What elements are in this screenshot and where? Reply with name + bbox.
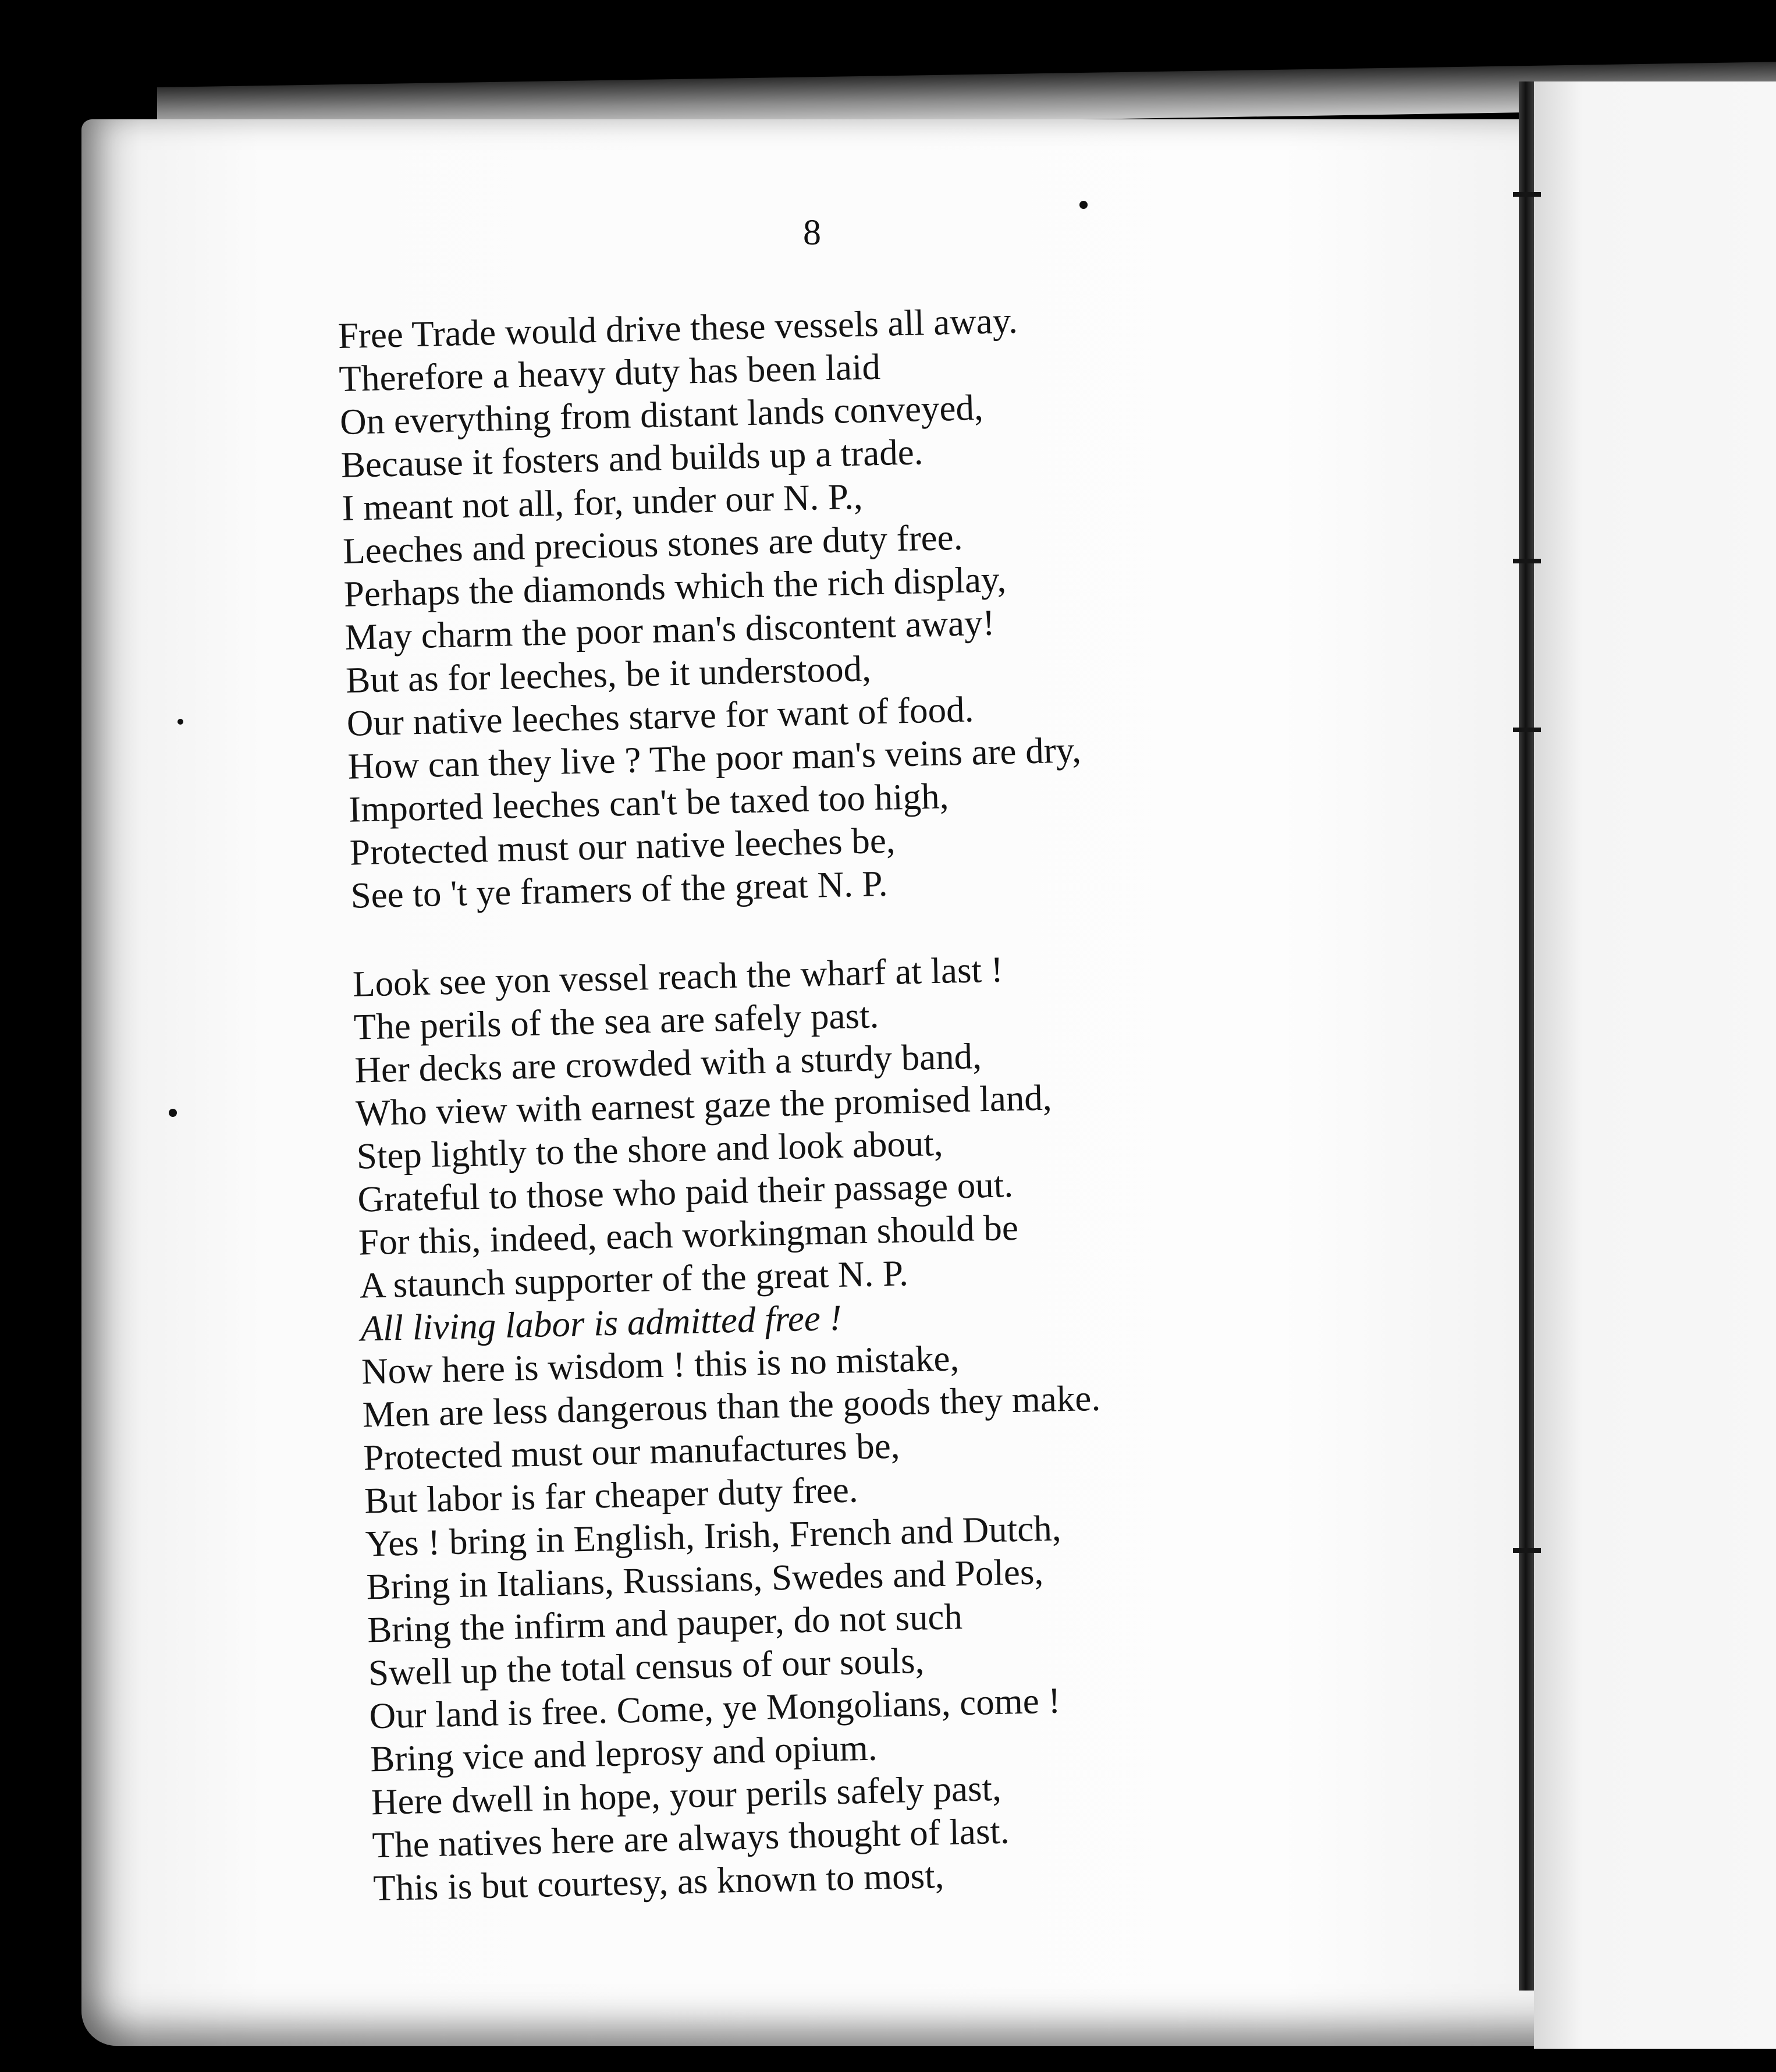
poem-line: For this, indeed, each workingman should be bbox=[358, 1207, 1019, 1263]
poem-line: Bring the infirm and pauper, do not such bbox=[367, 1596, 963, 1651]
facing-page-edge bbox=[1534, 81, 1776, 2049]
stanza bbox=[352, 938, 1479, 1910]
poem-line-italic: All living labor is admitted free ! bbox=[360, 1297, 843, 1349]
poem-line: Men are less dangerous than the goods they make. bbox=[362, 1377, 1101, 1435]
poem-line: Protected must our manufactures be, bbox=[363, 1425, 901, 1478]
poem-line: Our land is free. Come, ye Mongolians, come ! bbox=[368, 1680, 1061, 1737]
poem-line: Because it fosters and builds up a trade. bbox=[340, 431, 924, 485]
binding-stitch bbox=[1513, 1548, 1541, 1553]
ink-speck bbox=[1079, 201, 1088, 209]
poem-line: Our native leeches starve for want of food. bbox=[346, 689, 975, 744]
binding-stitch bbox=[1513, 192, 1541, 197]
poem-line: Now here is wisdom ! this is no mistake, bbox=[361, 1337, 960, 1392]
book-gutter bbox=[1519, 81, 1534, 1991]
stanza bbox=[338, 289, 1457, 917]
poem-line: Leeches and precious stones are duty free. bbox=[342, 516, 964, 572]
page-number: 8 bbox=[803, 213, 821, 253]
poem-line: Bring in Italians, Russians, Swedes and Poles, bbox=[365, 1551, 1044, 1608]
poem-line: But labor is far cheaper duty free. bbox=[364, 1469, 859, 1521]
poem-line: Look see yon vessel reach the wharf at last ! bbox=[352, 949, 1004, 1005]
poem-line: Protected must our native leeches be, bbox=[349, 819, 896, 873]
poem-line: Bring vice and leprosy and opium. bbox=[370, 1727, 878, 1780]
poem-line: But as for leeches, be it understood, bbox=[345, 648, 872, 701]
poem-line: I meant not all, for, under our N. P., bbox=[341, 476, 864, 528]
poem-line: Perhaps the diamonds which the rich display, bbox=[343, 559, 1007, 615]
poem-line: A staunch supporter of the great N. P. bbox=[359, 1253, 909, 1306]
binding-stitch bbox=[1513, 559, 1541, 563]
poem-line: Who view with earnest gaze the promised land, bbox=[355, 1077, 1053, 1134]
poem-line: May charm the poor man's discontent away! bbox=[344, 602, 996, 658]
poem-line: Yes ! bring in English, Irish, French and Dutch, bbox=[365, 1507, 1062, 1564]
poem-line: Grateful to those who paid their passage out. bbox=[357, 1164, 1014, 1220]
binding-stitch bbox=[1513, 728, 1541, 732]
poem-line: On everything from distant lands conveyed, bbox=[339, 386, 984, 442]
ink-speck bbox=[169, 1109, 177, 1117]
poem-line: Step lightly to the shore and look about, bbox=[356, 1122, 944, 1177]
poem-line: The natives here are always thought of last. bbox=[371, 1810, 1010, 1866]
poem-line: Therefore a heavy duty has been laid bbox=[338, 346, 881, 399]
poem-line: The perils of the sea are safely past. bbox=[353, 995, 879, 1048]
poem-line: This is but courtesy, as known to most, bbox=[372, 1855, 945, 1909]
poem-line: How can they live ? The poor man's veins are dry, bbox=[347, 729, 1082, 787]
poem-line: See to 't ye framers of the great N. P. bbox=[350, 863, 889, 916]
ink-speck bbox=[177, 719, 183, 725]
poem-text bbox=[338, 289, 1479, 1910]
poem-line: Free Trade would drive these vessels all away. bbox=[338, 300, 1018, 356]
poem-line: Imported leeches can't be taxed too high, bbox=[348, 775, 950, 830]
poem-line: Here dwell in hope, your perils safely past, bbox=[371, 1767, 1002, 1823]
poem-line: Swell up the total census of our souls, bbox=[368, 1640, 925, 1694]
poem-line: Her decks are crowded with a sturdy band, bbox=[354, 1035, 982, 1091]
